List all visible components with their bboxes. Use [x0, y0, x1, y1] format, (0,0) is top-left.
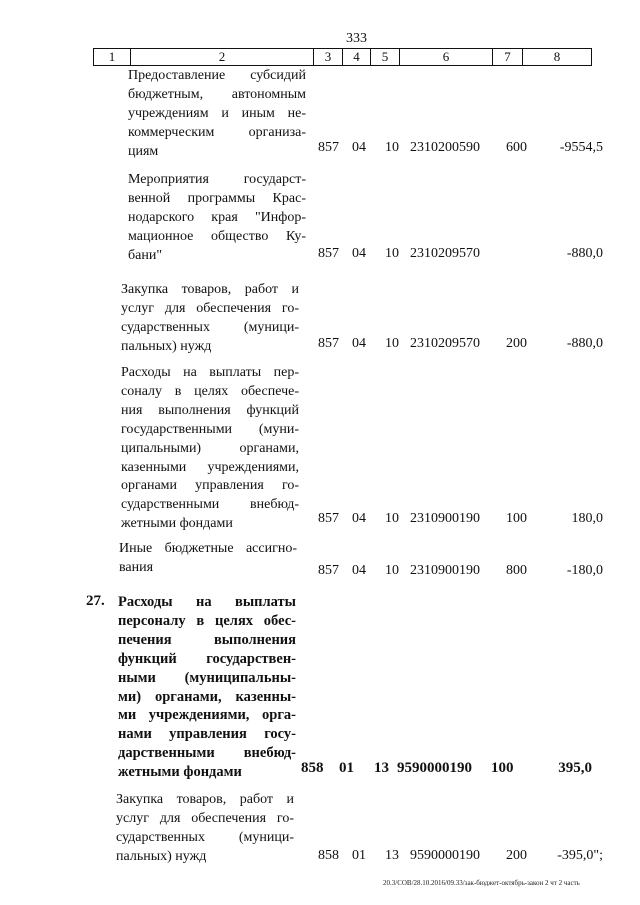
cell-gr: 857: [318, 336, 339, 351]
cell-gr: 858: [318, 848, 339, 863]
header-col-7: 7: [493, 49, 523, 66]
description-line: Предоставление субсидий: [128, 68, 306, 83]
description-line: нами управления госу-: [118, 726, 296, 743]
cell-pr: 10: [385, 511, 399, 526]
description-line: Расходы на выплаты пер-: [121, 365, 299, 380]
header-col-1: 1: [94, 49, 131, 66]
description-line: нодарского края "Инфор-: [128, 209, 306, 225]
row-description: [119, 540, 297, 578]
header-col-3: 3: [314, 49, 343, 66]
description-line: соналу в целях обеспече-: [121, 383, 299, 399]
description-line: государственными (муни-: [121, 421, 299, 437]
cell-vr: 800: [506, 563, 527, 578]
description-line: печения выполнения: [118, 631, 296, 648]
cell-sum: -880,0: [566, 246, 603, 261]
description-line: жетными фондами: [118, 764, 242, 781]
description-line: сударственных (муници-: [121, 319, 299, 335]
table-header: [93, 48, 592, 66]
description-line: Мероприятия государст-: [128, 172, 306, 187]
cell-gr: 857: [318, 246, 339, 261]
cell-sum: -395,0";: [557, 848, 603, 863]
description-line: пальных) нужд: [116, 848, 207, 864]
cell-sum: 180,0: [571, 511, 603, 526]
header-col-6: 6: [400, 49, 493, 66]
description-line: функций государствен-: [118, 650, 296, 667]
description-line: циям: [128, 143, 159, 159]
row-number: 27.: [86, 593, 105, 609]
description-line: жетными фондами: [121, 516, 233, 532]
cell-rz: 01: [339, 760, 354, 776]
description-line: мационное общество Ку-: [128, 228, 306, 244]
cell-rz: 01: [352, 848, 366, 863]
cell-sum: 395,0: [558, 760, 592, 776]
description-line: Закупка товаров, работ и: [116, 792, 294, 807]
description-line: Иные бюджетные ассигно-: [119, 541, 297, 556]
page-number: 333: [346, 31, 367, 46]
description-line: ми) органами, казенны-: [118, 688, 296, 705]
description-line: Расходы на выплаты: [118, 594, 296, 610]
cell-vr: 600: [506, 140, 527, 155]
row-description: [118, 593, 296, 782]
cell-vr: 100: [491, 760, 514, 776]
cell-rz: 04: [352, 511, 366, 526]
footer-reference: 20.3/СОВ/28.10.2016/09.33/зак-бюджет-октябрь-закон 2 чт 2 часть: [383, 879, 580, 887]
header-col-8: 8: [523, 49, 592, 66]
description-line: венной программы Крас-: [128, 190, 306, 206]
cell-csr: 2310209570: [410, 336, 480, 351]
description-line: услуг для обеспечения го-: [116, 810, 294, 826]
cell-gr: 857: [318, 511, 339, 526]
cell-rz: 04: [352, 246, 366, 261]
cell-gr: 858: [301, 760, 324, 776]
row-description: [116, 791, 294, 867]
cell-pr: 10: [385, 140, 399, 155]
description-line: ми учреждениями, орга-: [118, 707, 296, 724]
description-line: бани": [128, 247, 163, 263]
cell-csr: 2310200590: [410, 140, 480, 155]
description-line: услуг для обеспечения го-: [121, 300, 299, 316]
description-line: бюджетным, автономным: [128, 86, 306, 102]
description-line: ния выполнения функций: [121, 402, 299, 418]
cell-pr: 10: [385, 246, 399, 261]
description-line: ными (муниципальны-: [118, 669, 296, 686]
cell-vr: 200: [506, 848, 527, 863]
cell-vr: 200: [506, 336, 527, 351]
description-line: органами управления го-: [121, 478, 299, 494]
description-line: коммерческим организа-: [128, 124, 306, 140]
cell-gr: 857: [318, 563, 339, 578]
cell-csr: 2310900190: [410, 511, 480, 526]
row-description: [128, 67, 306, 162]
cell-pr: 13: [385, 848, 399, 863]
cell-pr: 10: [385, 563, 399, 578]
cell-pr: 10: [385, 336, 399, 351]
description-line: ципальными) органами,: [121, 440, 299, 456]
cell-sum: -880,0: [566, 336, 603, 351]
header-col-5: 5: [371, 49, 400, 66]
description-line: сударственными внебюд-: [121, 497, 299, 513]
description-line: казенными учреждениями,: [121, 459, 299, 475]
cell-rz: 04: [352, 563, 366, 578]
description-line: пальных) нужд: [121, 338, 212, 354]
row-description: [128, 171, 306, 266]
cell-csr: 9590000190: [397, 760, 472, 776]
row-description: [121, 281, 299, 357]
cell-vr: 100: [506, 511, 527, 526]
cell-rz: 04: [352, 140, 366, 155]
cell-csr: 2310900190: [410, 563, 480, 578]
description-line: сударственных (муници-: [116, 829, 294, 845]
cell-csr: 2310209570: [410, 246, 480, 261]
description-line: дарственными внебюд-: [118, 745, 296, 762]
cell-gr: 857: [318, 140, 339, 155]
header-col-4: 4: [343, 49, 371, 66]
cell-rz: 04: [352, 336, 366, 351]
cell-sum: -9554,5: [559, 140, 603, 155]
cell-sum: -180,0: [566, 563, 603, 578]
cell-pr: 13: [374, 760, 389, 776]
cell-csr: 9590000190: [410, 848, 480, 863]
description-line: Закупка товаров, работ и: [121, 282, 299, 297]
description-line: вания: [119, 559, 154, 575]
row-description: [121, 364, 299, 534]
header-col-2: 2: [131, 49, 314, 66]
description-line: учреждениям и иным не-: [128, 105, 306, 121]
description-line: персоналу в целях обес-: [118, 612, 296, 629]
